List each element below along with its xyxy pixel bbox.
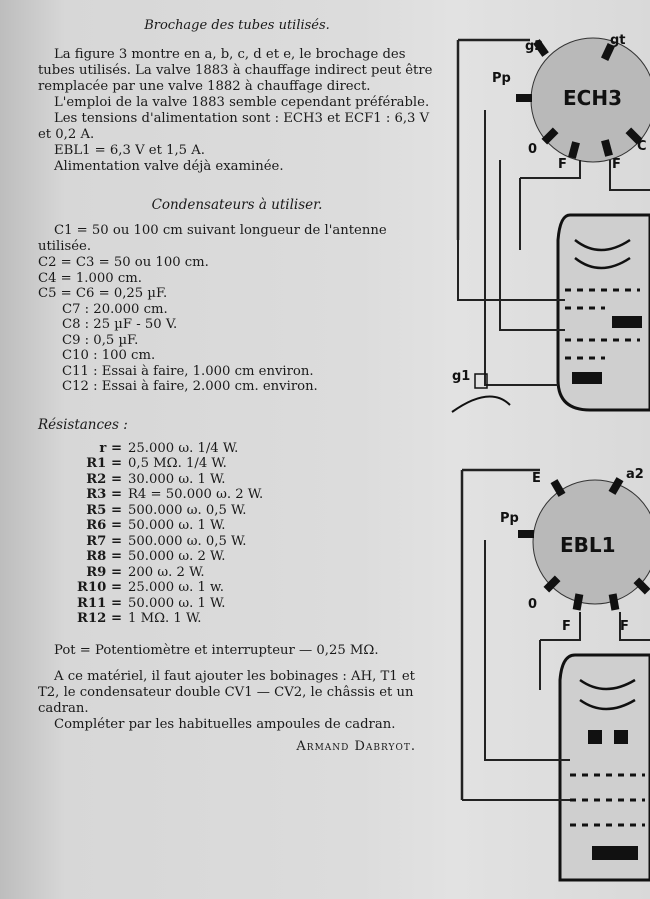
section-header: Brochage des tubes utilisés. [144, 18, 330, 33]
resistance-key: R5 = [86, 502, 122, 518]
resistance-key: R6 = [86, 518, 122, 533]
pin-label: a2 [626, 467, 644, 482]
condensateur-item: C4 = 1.000 cm. [38, 270, 142, 286]
resistance-value: 50.000 ω. 2 W. [128, 549, 226, 564]
resistance-value: 500.000 ω. 0,5 W. [128, 502, 247, 518]
ech3-envelope [558, 215, 650, 410]
resistance-key: R9 = [86, 564, 122, 580]
wire [500, 160, 565, 330]
pin-label: 0 [528, 597, 538, 612]
diode-anode [588, 730, 602, 744]
wire [485, 110, 558, 385]
resistance-value: 25.000 ω. 1 w. [128, 580, 224, 595]
resistance-value: R4 = 50.000 ω. 2 W. [128, 487, 264, 502]
author-signature: Armand Dabryot. [296, 738, 416, 754]
resistance-value: 50.000 ω. 1 W. [128, 518, 226, 533]
intro-paragraph-1: La figure 3 montre en a, b, c, d et e, le brochage des tubes utilisés. La valve 1883 à chauffage indirect peut être remplacée par une valve 1882 à chauffage direct. [38, 47, 433, 94]
condensateur-item: C8 : 25 µF - 50 V. [62, 317, 178, 332]
resistances-title: Résistances : [38, 416, 128, 433]
intro-paragraph-3: Les tensions d'alimentation sont : ECH3 et ECF1 : 6,3 V et 0,2 A. [38, 111, 430, 142]
ech3-label: ECH3 [563, 86, 622, 110]
resistance-value: 1 MΩ. 1 W. [128, 611, 202, 626]
condensateur-item: C11 : Essai à faire, 1.000 cm environ. [62, 363, 314, 379]
condensateurs-list [38, 255, 436, 395]
pin-label: C [637, 139, 647, 154]
closing-paragraph-1: A ce matériel, il faut ajouter les bobinages : AH, T1 et T2, le condensateur double CV1 — CV2, le châssis et un cadran. [38, 668, 415, 716]
condensateur-item: C2 = C3 = 50 ou 100 cm. [38, 255, 209, 270]
condensateur-item: C10 : 100 cm. [62, 348, 156, 363]
anode [592, 846, 638, 860]
pin-label: F [612, 157, 621, 172]
condensateur-item: C9 : 0,5 µF. [62, 332, 139, 348]
resistance-key: R11 = [77, 595, 122, 611]
anode [572, 372, 602, 384]
pin-label: 0 [528, 142, 538, 157]
closing-paragraph-2: Compléter par les habituelles ampoules de cadran. [54, 716, 396, 732]
anode [612, 316, 642, 328]
resistance-key: R10 = [77, 580, 122, 595]
condensateur-item: C12 : Essai à faire, 2.000 cm. environ. [62, 379, 318, 394]
text-column [38, 12, 436, 754]
resistance-key: R2 = [86, 471, 122, 487]
resistance-value: 30.000 ω. 1 W. [128, 471, 226, 487]
grid-label: g1 [452, 369, 471, 384]
intro-paragraph-5: Alimentation valve déjà examinée. [54, 159, 284, 174]
condensateur-item: C1 = 50 ou 100 cm suivant longueur de l'antenne utilisée. [38, 223, 387, 254]
pin-label: F [620, 619, 629, 634]
resistance-key: r = [99, 440, 122, 456]
resistance-value: 500.000 ω. 0,5 W. [128, 533, 247, 549]
pin-label: gt [610, 33, 626, 48]
wire [458, 240, 565, 300]
resistance-key: R3 = [86, 487, 122, 502]
pin-label: F [562, 619, 571, 634]
resistance-key: R1 = [86, 456, 122, 471]
ebl1-label: EBL1 [560, 533, 616, 557]
resistance-key: R7 = [86, 533, 122, 549]
resistance-value: 200 ω. 2 W. [128, 564, 205, 580]
resistance-value: 50.000 ω. 1 W. [128, 595, 226, 611]
intro-paragraph-4: EBL1 = 6,3 V et 1,5 A. [54, 143, 205, 158]
pin-label: Pp [492, 71, 511, 86]
intro-paragraph-2: L'emploi de la valve 1883 semble cependant préférable. [54, 95, 430, 110]
pin-label: g2 [525, 39, 544, 54]
pin-label: Pp [500, 511, 519, 526]
resistance-value: 25.000 ω. 1/4 W. [128, 440, 239, 456]
tube-pinout-diagram [430, 0, 650, 899]
pin-label: F [558, 157, 567, 172]
condensateur-item: C5 = C6 = 0,25 µF. [38, 286, 168, 301]
pin [516, 94, 532, 102]
wire [520, 160, 580, 178]
pin [518, 530, 534, 538]
condensateur-item: C7 : 20.000 cm. [62, 301, 168, 317]
wire [540, 612, 580, 640]
resistances-list [38, 441, 436, 627]
pot-text: Pot = Potentiomètre et interrupteur — 0,25 MΩ. [54, 642, 379, 658]
diode-anode [614, 730, 628, 744]
pin-label: E [532, 471, 541, 486]
condensateurs-title: Condensateurs à utiliser. [151, 197, 323, 213]
resistance-key: R8 = [86, 549, 122, 564]
resistance-value: 0,5 MΩ. 1/4 W. [128, 456, 227, 471]
resistance-key: R12 = [77, 611, 122, 626]
grid-clip [452, 396, 510, 412]
